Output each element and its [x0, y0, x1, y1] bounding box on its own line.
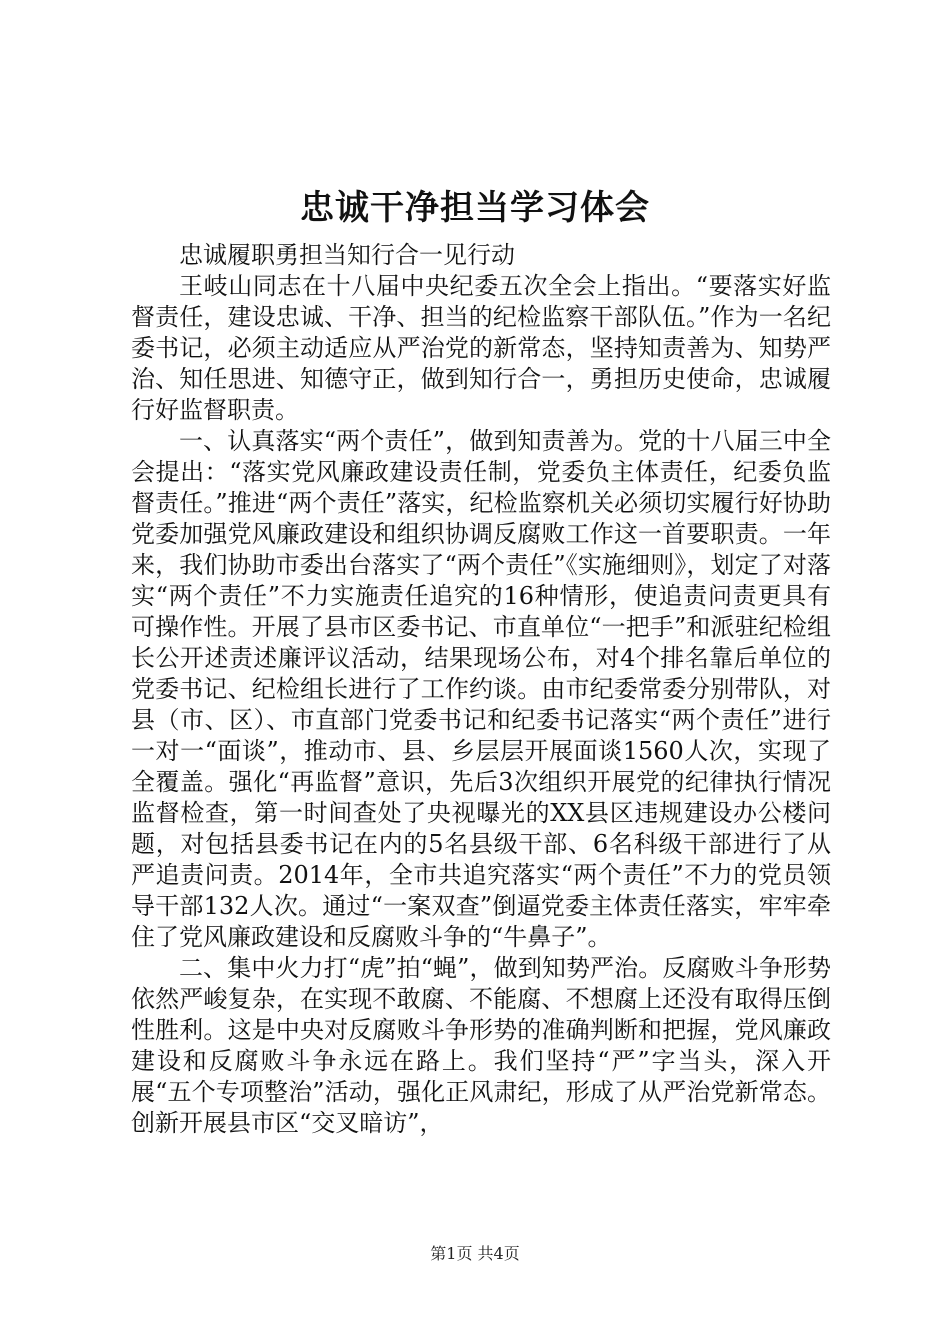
document-title: 忠诚干净担当学习体会 — [300, 188, 650, 228]
page-footer: 第1页 共4页 — [430, 1244, 520, 1263]
intro-paragraph: 王岐山同志在十八届中央纪委五次全会上指出。“要落实好监督责任，建设忠诚、干净、担当的纪检监察干部队伍。”作为一名纪委书记，必须主动适应从严治党的新常态，坚持知责善为、知势严治、知任思进、知德守正，做到知行合一，勇担历史使命，忠诚履行好监督职责。 — [131, 272, 831, 424]
section-two-paragraph: 二、集中火力打“虎”拍“蝇”，做到知势严治。反腐败斗争形势依然严峻复杂，在实现不敢腐、不能腐、不想腐上还没有取得压倒性胜利。这是中央对反腐败斗争形势的准确判断和把握，党风廉政建设和反腐败斗争永远在路上。我们坚持“严”字当头，深入开展“五个专项整治”活动，强化正风肃纪，形成了从严治党新常态。创新开展县市区“交叉暗访”， — [131, 954, 831, 1137]
document-body — [131, 240, 831, 1139]
section-one-paragraph: 一、认真落实“两个责任”，做到知责善为。党的十八届三中全会提出：“落实党风廉政建设责任制，党委负主体责任，纪委负监督责任。”推进“两个责任”落实，纪检监察机关必须切实履行好协助党委加强党风廉政建设和组织协调反腐败工作这一首要职责。一年来，我们协助市委出台落实了“两个责任”《实施细则》，划定了对落实“两个责任”不力实施责任追究的16种情形，使追责问责更具有可操作性。开展了县市区委书记、市直单位“一把手”和派驻纪检组长公开述责述廉评议活动，结果现场公布，对4个排名靠后单位的党委书记、纪检组长进行了工作约谈。由市纪委常委分别带队，对县（市、区）、市直部门党委书记和纪委书记落实“两个责任”进行一对一“面谈”，推动市、县、乡层层开展面谈1560人次，实现了全覆盖。强化“再监督”意识，先后3次组织开展党的纪律执行情况监督检查，第一时间查处了央视曝光的XX县区违规建设办公楼问题，对包括县委书记在内的5名县级干部、6名科级干部进行了从严追责问责。2014年，全市共追究落实“两个责任”不力的党员领导干部132人次。通过“一案双查”倒逼党委主体责任落实，牢牢牵住了党风廉政建设和反腐败斗争的“牛鼻子”。 — [131, 427, 831, 951]
subtitle-paragraph: 忠诚履职勇担当知行合一见行动 — [179, 241, 515, 269]
